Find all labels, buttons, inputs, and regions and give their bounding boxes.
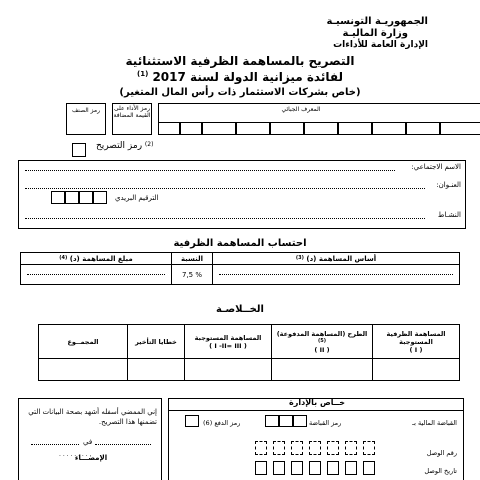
date-digit-cell[interactable] bbox=[309, 461, 321, 475]
declaration-code-box[interactable] bbox=[72, 143, 86, 157]
company-name-label: الاسم الاجتماعي: bbox=[411, 163, 461, 171]
payment-code-box[interactable] bbox=[185, 415, 199, 427]
postal-digit-cell[interactable] bbox=[65, 191, 79, 204]
title-line3: (خاص بشركات الاستثمار ذات رأس المال المتغير) bbox=[119, 87, 361, 98]
admin-block bbox=[168, 398, 464, 480]
vat-code-label: رمز الأداء على القيمة المضافة bbox=[113, 105, 151, 119]
title-line2-text: لفائدة ميزانية الدولة لسنة 2017 bbox=[152, 70, 344, 84]
date-digit-cell[interactable] bbox=[363, 461, 375, 475]
total-field[interactable] bbox=[39, 359, 128, 381]
deduction-sub: ( II ) bbox=[314, 345, 330, 354]
receipt-digit-cell[interactable] bbox=[309, 441, 321, 455]
certification-place-field[interactable] bbox=[95, 444, 151, 445]
certification-block bbox=[18, 398, 162, 480]
amount-label: مبلغ المساهمة bbox=[82, 254, 133, 263]
date-digit-cell[interactable] bbox=[327, 461, 339, 475]
fiscal-id-digits[interactable] bbox=[158, 122, 480, 135]
fiscal-digit-cell[interactable] bbox=[236, 122, 270, 135]
receipt-digit-cell[interactable] bbox=[255, 441, 267, 455]
certification-text: إني الممضي أسفله أشهد بصحة البيانات التي تضمنها هذا التصريح. bbox=[28, 408, 157, 426]
activity-label: النشـاط bbox=[437, 211, 461, 219]
office-code-cell[interactable] bbox=[265, 415, 279, 427]
postal-code-boxes[interactable] bbox=[51, 191, 107, 204]
receipt-digit-cell[interactable] bbox=[273, 441, 285, 455]
fiscal-digit-cell[interactable] bbox=[202, 122, 236, 135]
receipt-digit-cell[interactable] bbox=[363, 441, 375, 455]
office-code-label: رمز القباضة bbox=[309, 419, 342, 427]
fiscal-digit-cell[interactable] bbox=[406, 122, 440, 135]
total-label: المجمــوع bbox=[67, 337, 99, 346]
certification-date-field[interactable] bbox=[31, 444, 79, 445]
receipt-date-boxes[interactable] bbox=[255, 461, 375, 475]
office-code-cell[interactable] bbox=[293, 415, 307, 427]
office-code-cell[interactable] bbox=[279, 415, 293, 427]
base-label: أساس المساهمة bbox=[318, 254, 377, 263]
payment-code-note: (6) bbox=[203, 419, 213, 427]
fiscal-digit-cell[interactable] bbox=[180, 122, 202, 135]
office-label: القباضة المالية بـ bbox=[412, 419, 457, 427]
postal-digit-cell[interactable] bbox=[79, 191, 93, 204]
base-note: (3) bbox=[295, 254, 304, 261]
payment-code-label: رمز الدفع bbox=[214, 419, 241, 427]
calc-title: احتساب المساهمة الظرفية bbox=[173, 238, 307, 249]
ministry-header: وزارة الماليـة bbox=[342, 28, 408, 39]
certification-at-label: في bbox=[83, 438, 93, 446]
base-field[interactable] bbox=[213, 265, 460, 285]
fiscal-digit-cell[interactable] bbox=[338, 122, 372, 135]
declaration-code-note: (2) bbox=[144, 141, 154, 148]
receipt-date-label: تاريخ الوصل bbox=[424, 467, 457, 475]
date-digit-cell[interactable] bbox=[345, 461, 357, 475]
exceptional-contribution-field[interactable] bbox=[373, 359, 460, 381]
receipt-digit-cell[interactable] bbox=[327, 441, 339, 455]
address-field[interactable] bbox=[25, 188, 425, 189]
receipt-label: رقم الوصل bbox=[426, 449, 457, 457]
republic-header: الجمهوريـة التونسيـة bbox=[326, 16, 428, 27]
due-contribution-field[interactable] bbox=[185, 359, 272, 381]
base-unit: (د) bbox=[306, 254, 317, 263]
exceptional-contribution-sub: ( I ) bbox=[409, 345, 423, 354]
fiscal-digit-cell[interactable] bbox=[304, 122, 338, 135]
date-digit-cell[interactable] bbox=[291, 461, 303, 475]
admin-header: الإدارة العامة للأداءات bbox=[333, 40, 428, 50]
late-penalties-label: خطايا التأخير bbox=[135, 337, 177, 346]
summary-title: الخــلاصـة bbox=[216, 304, 264, 315]
fiscal-digit-cell[interactable] bbox=[440, 122, 480, 135]
due-contribution-label: المساهمة المستوجبة bbox=[194, 333, 262, 342]
summary-table bbox=[38, 324, 460, 381]
declaration-code-label: رمز التصريح bbox=[96, 141, 143, 151]
rate-value: 7,5 % bbox=[172, 265, 213, 285]
signature-dots: . . . . . . . . . bbox=[59, 451, 92, 458]
category-code-cell[interactable] bbox=[66, 103, 106, 135]
declaration-code-row bbox=[96, 141, 153, 151]
fiscal-digit-cell[interactable] bbox=[270, 122, 304, 135]
calc-table bbox=[20, 252, 460, 285]
fiscal-digit-cell[interactable] bbox=[372, 122, 406, 135]
date-digit-cell[interactable] bbox=[255, 461, 267, 475]
deduction-label: الطرح (المساهمة المدفوعة) bbox=[276, 329, 368, 338]
receipt-digit-cell[interactable] bbox=[291, 441, 303, 455]
identity-block bbox=[18, 160, 466, 229]
receipt-digit-cell[interactable] bbox=[345, 441, 357, 455]
date-digit-cell[interactable] bbox=[273, 461, 285, 475]
postal-code-label: الترقيم البريدي bbox=[115, 194, 159, 202]
receipt-number-boxes[interactable] bbox=[255, 441, 375, 455]
fiscal-digit-cell[interactable] bbox=[158, 122, 180, 135]
office-code-boxes[interactable] bbox=[265, 415, 307, 427]
exceptional-contribution-label: المساهمة الظرفية المستوجبة bbox=[386, 329, 446, 346]
postal-digit-cell[interactable] bbox=[93, 191, 107, 204]
due-contribution-sub: ( I -II= III ) bbox=[209, 341, 247, 350]
deduction-note: (5) bbox=[317, 337, 327, 344]
signature-label: الإمضـــاء bbox=[74, 454, 108, 462]
company-name-field[interactable] bbox=[25, 170, 395, 171]
activity-field[interactable] bbox=[25, 218, 425, 219]
amount-unit: (د) bbox=[69, 254, 80, 263]
category-code-label: رمز الصنف bbox=[71, 107, 101, 114]
rate-label: النسبة bbox=[180, 254, 204, 263]
amount-field[interactable] bbox=[21, 265, 172, 285]
postal-digit-cell[interactable] bbox=[51, 191, 65, 204]
admin-title: خــاص بالإدارة bbox=[289, 398, 345, 407]
title-line1: التصريح بالمساهمة الظرفية الاستثنائية bbox=[125, 54, 355, 68]
deduction-field[interactable] bbox=[272, 359, 373, 381]
fiscal-id-label: المعرف الجبائي bbox=[281, 106, 321, 113]
title-line2 bbox=[0, 70, 480, 84]
late-penalties-field[interactable] bbox=[128, 359, 185, 381]
vat-code-cell[interactable] bbox=[112, 103, 152, 135]
title-line2-note: (1) bbox=[136, 70, 149, 78]
address-label: العنـوان: bbox=[436, 181, 461, 189]
amount-note: (4) bbox=[59, 254, 68, 261]
